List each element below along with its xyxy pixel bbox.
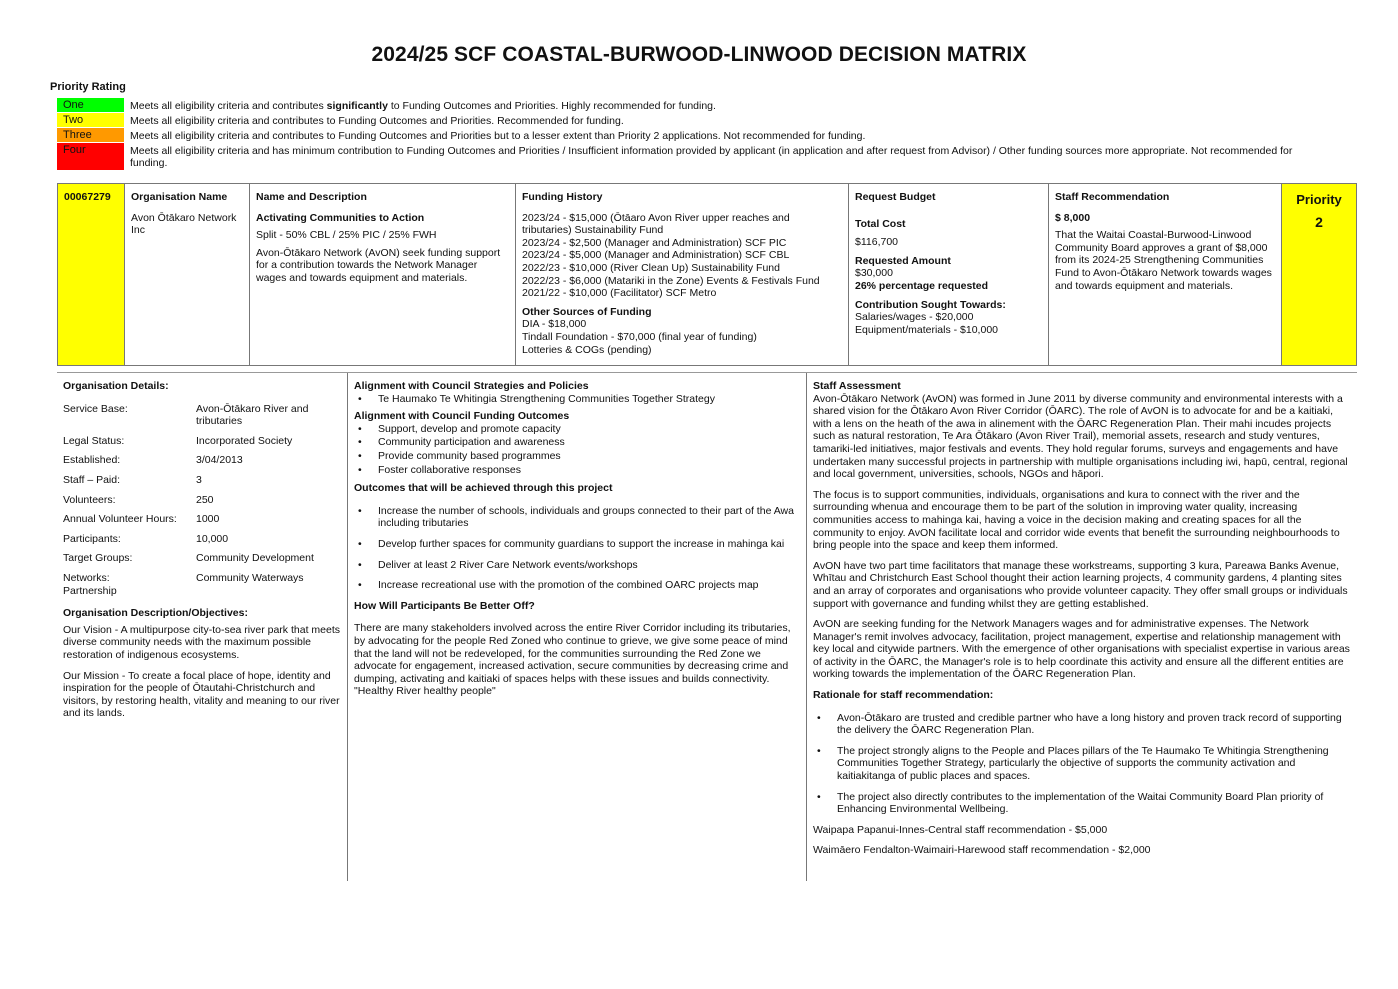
list-item: • Support, develop and promote capacity xyxy=(354,423,800,436)
list-item: • Te Haumako Te Whitingia Strengthening Communities Together Strategy xyxy=(354,393,800,406)
other-board-recommendation: Waipapa Papanui-Innes-Central staff recommendation - $5,000 xyxy=(813,823,1108,836)
detail-row-participants: Participants: 10,000 xyxy=(63,532,229,545)
alignment-column xyxy=(348,373,807,881)
application-id: 00067279 xyxy=(58,184,125,365)
other-source-item: Lotteries & COGs (pending) xyxy=(522,343,652,356)
percentage-requested: 26% percentage requested xyxy=(855,279,989,292)
rationale-heading: Rationale for staff recommendation: xyxy=(813,689,994,702)
funding-history-item: 2021/22 - $10,000 (Facilitator) SCF Metro xyxy=(522,287,717,300)
detail-row-networks: Networks: Community Waterways xyxy=(63,571,304,584)
staff-assessment-column xyxy=(807,373,1357,881)
list-item: • Community participation and awareness xyxy=(354,436,800,449)
org-description-heading: Organisation Description/Objectives: xyxy=(63,607,248,620)
assessment-paragraph: AvON have two part time facilitators that manage these workstreams, supporting 3 kura, Pareawa Banks Avenue, Whītau and Christchurch East School thought their action learning projects, 4 community gardens, 4 planting sites and an array of corporates and organisations who provide volunteer capacity. They offer small groups or individuals support with governance and funding whilst they are getting established. xyxy=(813,559,1348,610)
other-source-item: DIA - $18,000 xyxy=(522,318,587,331)
list-item: • Provide community based programmes xyxy=(354,450,800,463)
detail-row-staff-paid: Staff – Paid: 3 xyxy=(63,473,202,486)
funding-history-list xyxy=(522,212,842,300)
requested-amount-label: Requested Amount xyxy=(855,254,951,267)
staff-assessment-heading: Staff Assessment xyxy=(813,380,901,392)
priority-row-one xyxy=(57,98,716,112)
project-outcomes-heading: Outcomes that will be achieved through this project xyxy=(354,482,613,495)
detail-row-established: Established: 3/04/2013 xyxy=(63,454,243,467)
list-item: • Avon-Ōtākaro are trusted and credible partner who have a long history and proven track record of supporting the delivery the ŌARC Regeneration Plan. xyxy=(813,712,1351,737)
org-mission: Our Mission - To create a focal place of hope, identity and inspiration for the people of Ōtautahi-Christchurch and visitors, by restoring health, vitality and meaning to our river and its lands. xyxy=(63,669,340,720)
other-sources-heading: Other Sources of Funding xyxy=(522,305,652,318)
funding-outcomes-heading: Alignment with Council Funding Outcomes xyxy=(354,410,570,423)
staff-recommendation-cell xyxy=(1049,184,1282,365)
contribution-item: Equipment/materials - $10,000 xyxy=(855,323,998,336)
page-title: 2024/25 SCF COASTAL-BURWOOD-LINWOOD DECISION MATRIX xyxy=(371,43,1027,66)
funding-history-item: 2022/23 - $6,000 (Matariki in the Zone) Events & Festivals Fund xyxy=(522,274,820,287)
organisation-details-column xyxy=(57,373,348,881)
priority-cell xyxy=(1282,184,1356,365)
list-item: • Deliver at least 2 River Care Network events/workshops xyxy=(354,559,800,572)
funding-history-cell xyxy=(516,184,849,365)
funding-history-item: 2023/24 - $5,000 (Manager and Administration) SCF CBL xyxy=(522,249,790,262)
list-item: • The project also directly contributes to the implementation of the Waitai Community Board Plan priority of Enhancing Environmental Wellbeing. xyxy=(813,791,1351,816)
priority-desc-three: Meets all eligibility criteria and contributes to Funding Outcomes and Priorities but to a lesser extent than Priority 2 applications. Not recommended for funding. xyxy=(130,130,866,142)
list-item: • Increase recreational use with the promotion of the combined OARC projects map xyxy=(354,579,800,592)
priority-rating-heading: Priority Rating xyxy=(50,81,126,93)
assessment-paragraph: Avon-Ōtākaro Network (AvON) was formed in June 2011 by diverse community and environmental interests with a shared vision for the Ōtākaro Avon River Corridor (ŌARC). The role of AvON is to advocate for and be a kaitiaki, with a lens on the heath of the awa in alinement with the ŌARC Regeneration Plan. Their mahi incudes projects such as natural restoration, Te Ara Ōtākaro (Avon River Trail), memorial assets, research and study ventures, tamariki-led initiatives, major festivals and events. They hold regular forums, surveys and engagements and have undertaken many successful projects in partnership with multiple organisations including iwi, hapū, central, regional and local government, universities, schools, NGOs and hāpori. xyxy=(813,392,1348,481)
recommendation-text: That the Waitai Coastal-Burwood-Linwood Community Board approves a grant of $8,000 from its 2024-25 Strengthening Communities Fund to Avon-Ōtākaro Network towards wages and towards equipment and materials. xyxy=(1055,229,1272,292)
detail-row-service-base: Service Base: Avon-Ōtākaro River and tributaries xyxy=(63,402,309,428)
better-off-text: There are many stakeholders involved across the entire River Corridor including its tributaries, by advocating for the people Red Zoned who continue to grieve, we give some peace of mind that the land will not be redeveloped, for the communities surrounding the Red Zone we advocate for engagement, increased activation, secure communities by decreasing crime and dumping, activating and kaitiaki of spaces helps with these issues and builds connectivity. "Healthy River healthy people" xyxy=(354,622,791,698)
rb-heading: Request Budget xyxy=(855,191,936,203)
project-name: Activating Communities to Action xyxy=(256,211,425,224)
org-name-heading: Organisation Name xyxy=(131,191,228,203)
priority-row-two xyxy=(57,113,624,127)
better-off-heading: How Will Participants Be Better Off? xyxy=(354,599,535,612)
contribution-label: Contribution Sought Towards: xyxy=(855,298,1006,311)
list-item: • Develop further spaces for community guardians to support the increase in mahinga kai xyxy=(354,538,800,551)
name-description-cell xyxy=(250,184,516,365)
org-vision: Our Vision - A multipurpose city-to-sea river park that meets diverse community needs with the maximum possible restoration of indigenous ecosystems. xyxy=(63,623,340,661)
rationale-list xyxy=(813,712,1351,816)
assessment-paragraph: AvON are seeking funding for the Network Managers wages and for administrative expenses. The Network Manager's remit involves advocacy, facilitation, project management, expertise and relationship management with key local and citywide partners. With the emergence of other organisations with specialist expertise in various areas of activity in the ŌARC, the Manager's role is to help coordinate this activity and ensure all the different entities are working towards the implementation of the ŌARC Regeneration Plan. xyxy=(813,618,1350,681)
sr-heading: Staff Recommendation xyxy=(1055,191,1170,203)
request-budget-cell xyxy=(849,184,1049,365)
recommended-amount: $ 8,000 xyxy=(1055,211,1091,224)
priority-heading: Priority xyxy=(1296,192,1342,207)
list-item: • The project strongly aligns to the People and Places pillars of the Te Haumako Te Whitingia Strengthening Communities Together Strategy, particularly the objective of supports the community activation and kaitiakitanga of public places and spaces. xyxy=(813,745,1351,783)
detail-row-target-groups: Target Groups: Community Development xyxy=(63,552,314,565)
priority-swatch-three: Three xyxy=(57,128,124,142)
total-cost-label: Total Cost xyxy=(855,217,906,230)
strategies-list xyxy=(354,393,800,406)
project-description: Avon-Ōtākaro Network (AvON) seek funding support for a contribution towards the Network Manager wages and towards equipment and materials. xyxy=(256,246,501,284)
priority-row-four xyxy=(57,143,1293,170)
list-item: • Increase the number of schools, individuals and groups connected to their part of the Awa including tributaries xyxy=(354,505,800,530)
list-item: • Foster collaborative responses xyxy=(354,464,800,477)
priority-desc-four: Meets all eligibility criteria and has minimum contribution to Funding Outcomes and Priorities / Insufficient information provided by applicant (in application and after request from Advisor) / Other funding sources more appropriate. Not recommended for funding. xyxy=(130,145,1293,169)
detail-row-partnership: Partnership xyxy=(63,584,117,597)
contribution-item: Salaries/wages - $20,000 xyxy=(855,311,974,324)
priority-swatch-one: One xyxy=(57,98,124,112)
priority-desc-two: Meets all eligibility criteria and contributes to Funding Outcomes and Priorities. Recommended for funding. xyxy=(130,115,624,127)
other-board-recommendation: Waimāero Fendalton-Waimairi-Harewood staff recommendation - $2,000 xyxy=(813,844,1151,857)
other-source-item: Tindall Foundation - $70,000 (final year of funding) xyxy=(522,330,757,343)
project-outcomes-list xyxy=(354,505,800,592)
funding-split: Split - 50% CBL / 25% PIC / 25% FWH xyxy=(256,229,437,242)
priority-swatch-four: Four xyxy=(57,143,124,170)
detail-row-legal-status: Legal Status: Incorporated Society xyxy=(63,434,293,447)
requested-amount-value: $30,000 xyxy=(855,267,893,280)
nd-heading: Name and Description xyxy=(256,191,367,203)
priority-value: 2 xyxy=(1315,213,1323,230)
funding-outcomes-list xyxy=(354,423,800,476)
funding-history-item: 2023/24 - $2,500 (Manager and Administration) SCF PIC xyxy=(522,236,787,249)
fh-heading: Funding History xyxy=(522,191,603,203)
priority-swatch-two: Two xyxy=(57,113,124,127)
org-details-heading: Organisation Details: xyxy=(63,380,169,392)
strategies-heading: Alignment with Council Strategies and Policies xyxy=(354,380,589,392)
funding-history-item: 2023/24 - $15,000 (Ōtāaro Avon River upper reaches and tributaries) Sustainability Fund xyxy=(522,211,790,237)
detail-row-volunteers: Volunteers: 250 xyxy=(63,493,214,506)
priority-desc-one: Meets all eligibility criteria and contributes significantly to Funding Outcomes and Priorities. Highly recommended for funding. xyxy=(130,100,716,112)
org-name: Avon Ōtākaro Network Inc xyxy=(131,211,237,237)
priority-row-three xyxy=(57,128,866,142)
funding-history-item: 2022/23 - $10,000 (River Clean Up) Sustainability Fund xyxy=(522,261,780,274)
detail-row-volunteer-hours: Annual Volunteer Hours: 1000 xyxy=(63,513,220,526)
decision-matrix-row xyxy=(57,183,1357,366)
organisation-name-cell xyxy=(125,184,250,365)
assessment-paragraph: The focus is to support communities, individuals, organisations and kura to connect with the river and the surrounding whenua and encourage them to be part of the solution in improving water quality, increasing communities access to mahinga kai, having a voice in the decision making and creating spaces for all the community to enjoy. AvON facilitate local and corridor wide events that benefit the surrounding neighbourhoods to bring people into the space and keep them informed. xyxy=(813,488,1340,552)
total-cost-value: $116,700 xyxy=(855,236,899,249)
